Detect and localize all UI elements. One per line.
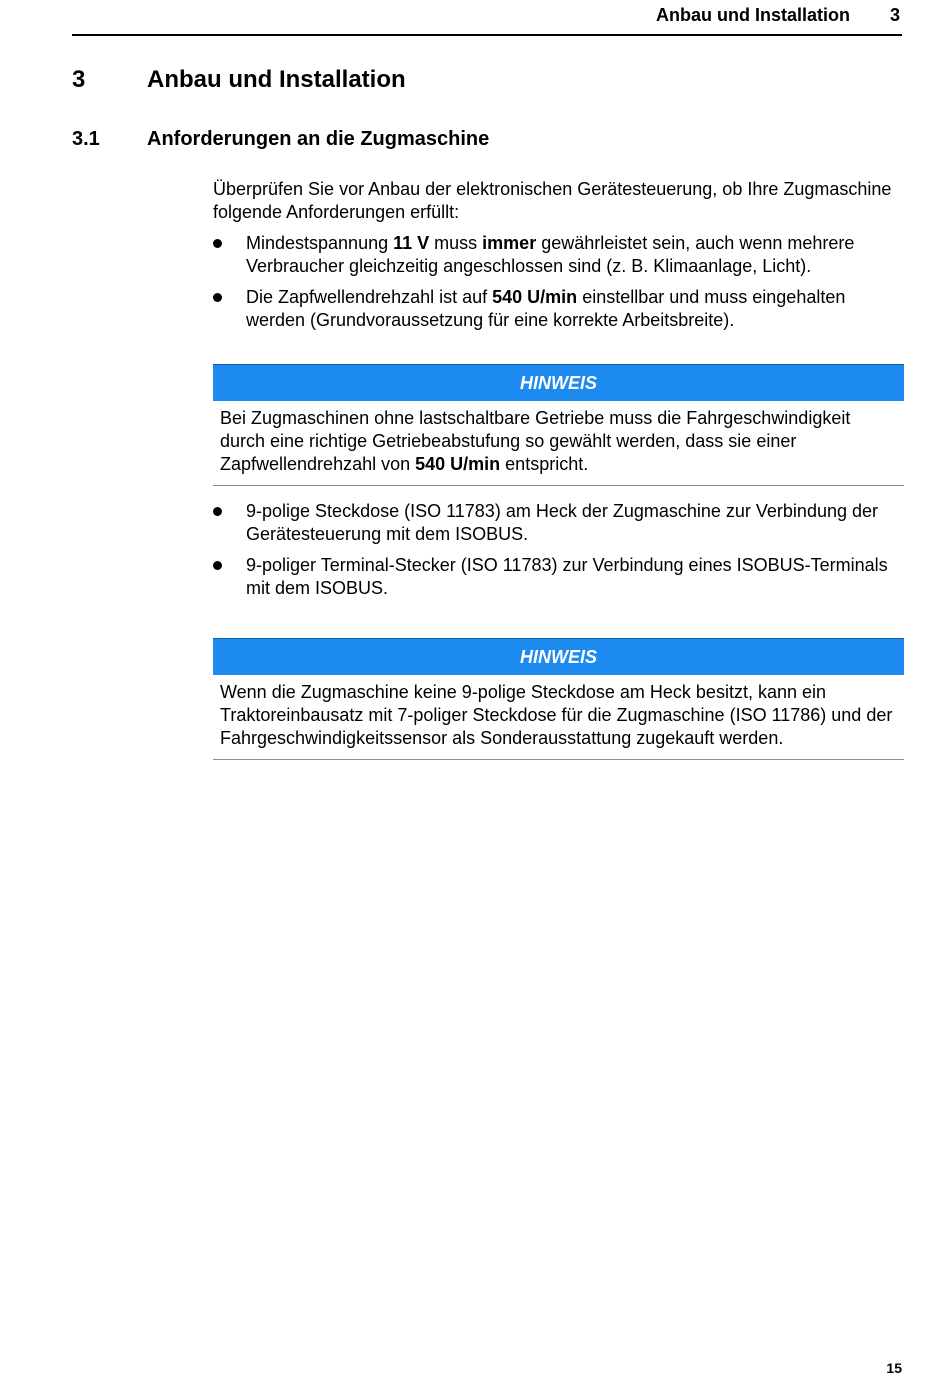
list-item <box>213 286 905 332</box>
requirements-list <box>213 232 905 332</box>
bullet-icon <box>213 507 222 516</box>
bullet-icon <box>213 239 222 248</box>
bullet-icon <box>213 293 222 302</box>
list-item <box>213 554 905 600</box>
page-number: 15 <box>886 1360 902 1376</box>
list-item-text: muss <box>429 233 483 253</box>
list-item-emphasis: 540 U/min <box>492 287 578 307</box>
list-item-text: Die Zapfwellendrehzahl ist auf <box>246 287 493 307</box>
notice-label: HINWEIS <box>213 364 904 401</box>
list-item <box>213 500 905 546</box>
section-title: Anforderungen an die Zugmaschine <box>147 128 490 150</box>
notice-box <box>213 638 904 760</box>
chapter-title: Anbau und Installation <box>147 66 406 93</box>
running-header-title: Anbau und Installation <box>656 5 850 25</box>
requirements-block <box>213 178 905 332</box>
notice-text-emphasis: 540 U/min <box>415 454 501 474</box>
notice-box <box>213 364 904 486</box>
section-heading <box>72 128 489 151</box>
bullet-icon <box>213 561 222 570</box>
list-item-text: 9-polige Steckdose (ISO 11783) am Heck der Zugmaschine zur Verbindung der Gerätesteuerung mit dem ISOBUS. <box>246 501 879 544</box>
running-header <box>72 4 902 36</box>
notice-text <box>213 401 904 485</box>
list-item <box>213 232 905 278</box>
notice-label: HINWEIS <box>213 638 904 675</box>
connectors-block <box>213 500 905 600</box>
list-item-emphasis: 11 V <box>393 233 430 253</box>
list-item-text: einstellbar und muss eingehalten werden (Grundvoraussetzung für eine korrekte Arbeitsbreite). <box>246 287 846 330</box>
chapter-heading <box>72 66 406 94</box>
list-item-text: Mindestspannung <box>246 233 394 253</box>
list-item-emphasis: immer <box>482 233 537 253</box>
notice-text-part: entspricht. <box>500 454 589 474</box>
notice-text: Wenn die Zugmaschine keine 9-polige Steckdose am Heck besitzt, kann ein Traktoreinbausatz mit 7-poliger Steckdose für die Zugmaschine (ISO 11786) und der Fahrgeschwindigkeitssensor als Sonderausstattung zugekauft werden. <box>220 682 893 748</box>
list-item-text: gewährleistet sein, auch wenn mehrere Verbraucher gleichzeitig angeschlossen sind (z. B. Klimaanlage, Licht). <box>246 233 855 276</box>
list-item-text: 9-poliger Terminal-Stecker (ISO 11783) zur Verbindung eines ISOBUS-Terminals mit dem ISOBUS. <box>246 555 888 598</box>
connectors-list <box>213 500 905 600</box>
section-number: 3.1 <box>72 128 100 150</box>
intro-paragraph: Überprüfen Sie vor Anbau der elektronischen Gerätesteuerung, ob Ihre Zugmaschine folgende Anforderungen erfüllt: <box>213 179 892 222</box>
notice-text-part: Bei Zugmaschinen ohne lastschaltbare Getriebe muss die Fahrgeschwindigkeit durch eine richtige Getriebeabstufung so gewählt werden, dass sie einer Zapfwellendrehzahl von <box>220 408 851 474</box>
running-header-chapter-number: 3 <box>889 5 900 25</box>
chapter-number: 3 <box>72 66 86 93</box>
